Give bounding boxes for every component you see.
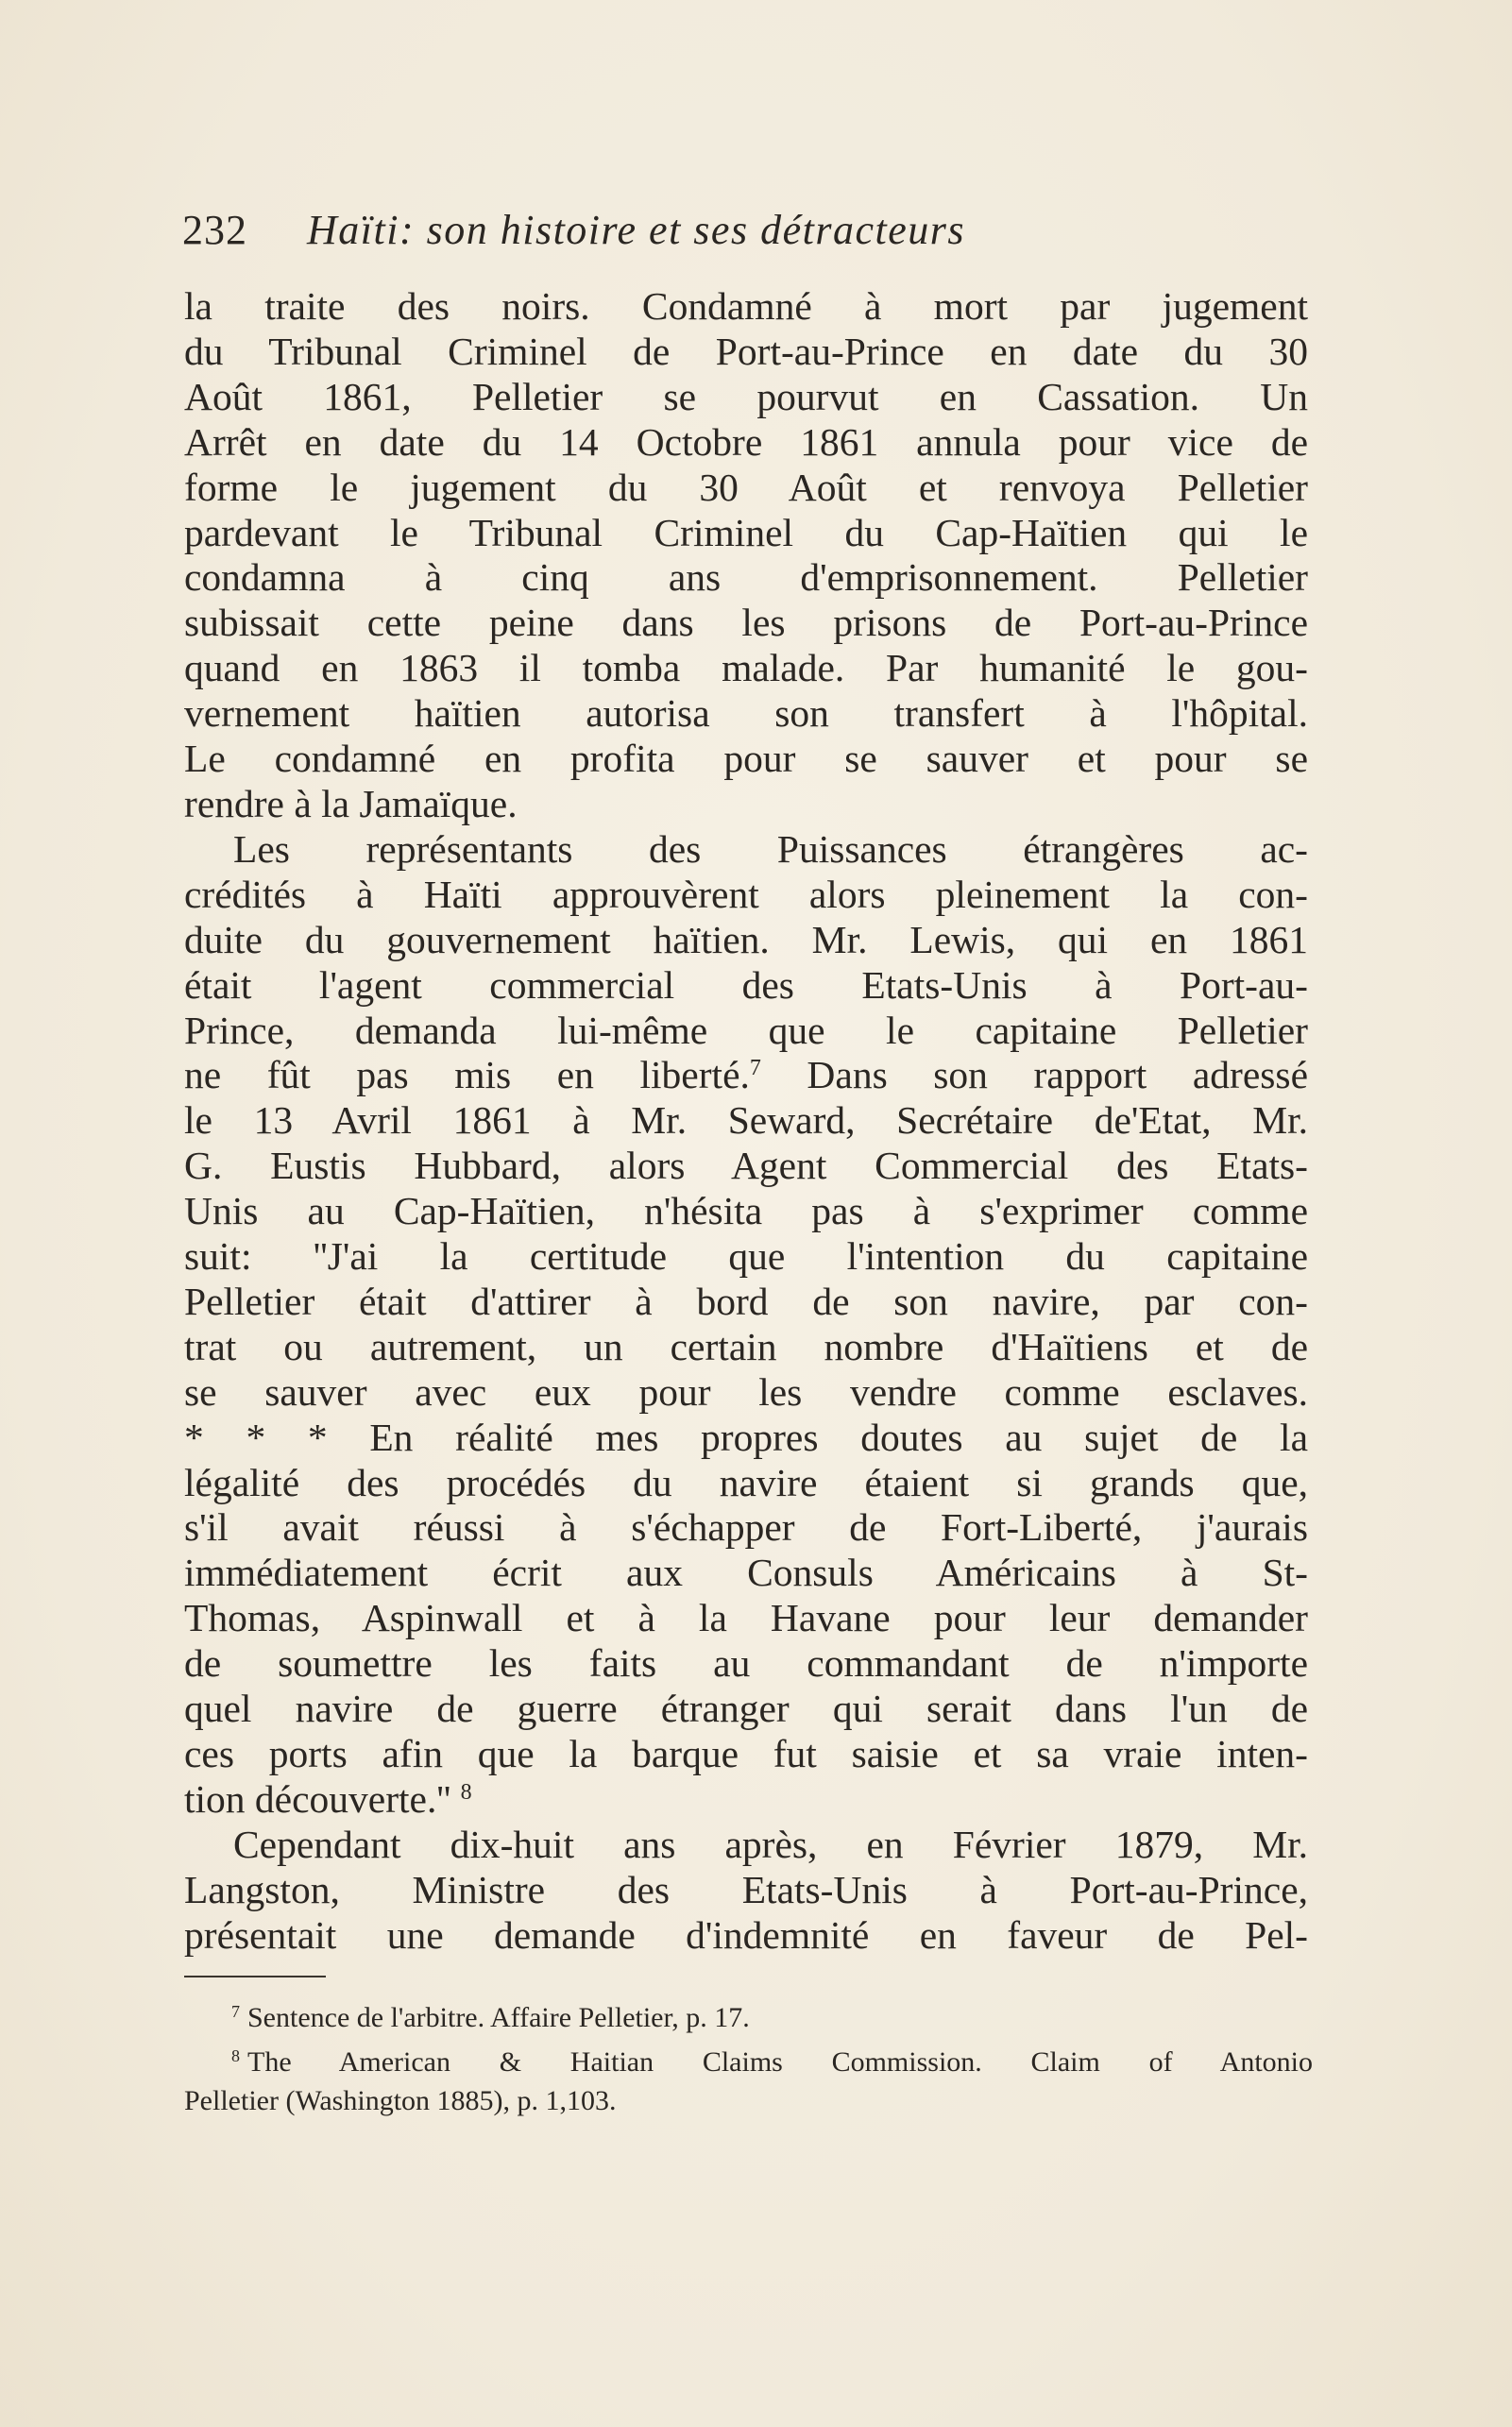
text-line: Pelletier était d'attirer à bord de son navire, par con- — [184, 1279, 1308, 1323]
paragraph-1 — [184, 284, 1308, 827]
text-line: Cependant dix-huit ans après, en Février 1879, Mr. — [233, 1822, 1308, 1866]
text-line: Unis au Cap-Haïtien, n'hésita pas à s'exprimer comme — [184, 1189, 1308, 1233]
text-line: condamna à cinq ans d'emprisonnement. Pelletier — [184, 555, 1308, 600]
text-line: Arrêt en date du 14 Octobre 1861 annula pour vice de — [184, 419, 1308, 464]
page-number: 232 — [182, 207, 247, 253]
text-line: légalité des procédés du navire étaient si grands que, — [184, 1460, 1308, 1504]
text-line-with-note-8 — [184, 1777, 1308, 1823]
footnote-7 — [184, 1993, 1313, 2037]
footnote-line: Pelletier (Washington 1885), p. 1,103. — [184, 2085, 617, 2116]
text-line: Langston, Ministre des Etats-Unis à Port-au-Prince, — [184, 1867, 1308, 1911]
text-line: crédités à Haïti approuvèrent alors pleinement la con- — [184, 872, 1308, 916]
text-line: du Tribunal Criminel de Port-au-Prince en date du 30 — [184, 329, 1308, 373]
footnote-ref-8[interactable]: 8 — [460, 1779, 472, 1805]
line-text: ne fût pas mis en liberté. — [184, 1053, 750, 1097]
text-line: Prince, demanda lui-même que le capitaine Pelletier — [184, 1008, 1308, 1052]
page-header — [182, 202, 1316, 259]
text-line: Le condamné en profita pour se sauver et pour se — [184, 737, 1308, 781]
text-line: suit: ''J'ai la certitude que l'intention du capitaine — [184, 1234, 1308, 1279]
footnote-text: Sentence de l'arbitre. Affaire Pelletier, p. 17. — [247, 2002, 750, 2033]
text-line: s'il avait réussi à s'échapper de Fort-Liberté, j'aurais — [184, 1505, 1308, 1550]
paragraph-2 — [184, 827, 1308, 1823]
text-line: la traite des noirs. Condamné à mort par jugement — [184, 284, 1308, 328]
text-line: Thomas, Aspinwall et à la Havane pour leur demander — [184, 1596, 1308, 1640]
text-line-with-note-7 — [184, 1053, 1308, 1098]
text-line: pardevant le Tribunal Criminel du Cap-Haïtien qui le — [184, 510, 1308, 554]
line-text-continued: Dans son rapport adressé — [760, 1053, 1308, 1097]
line-text: tion découverte.'' — [184, 1776, 451, 1821]
footnote-marker: 7 — [231, 2002, 240, 2021]
footnote-marker: 8 — [231, 2046, 240, 2065]
footnote-divider — [184, 1976, 326, 1977]
footnote-line — [184, 2037, 1313, 2081]
footnote-ref-7[interactable]: 7 — [749, 1056, 761, 1081]
footnotes — [184, 1993, 1313, 2120]
text-line: Les représentants des Puissances étrangères ac- — [233, 826, 1308, 871]
text-line: duite du gouvernement haïtien. Mr. Lewis, qui en 1861 — [184, 917, 1308, 961]
text-line: rendre à la Jamaïque. — [184, 781, 518, 825]
text-line: était l'agent commercial des Etats-Unis à Port-au- — [184, 962, 1308, 1007]
footnote-text: The American & Haitian Claims Commission. Claim of Antonio — [247, 2046, 1313, 2078]
text-line: de soumettre les faits au commandant de n'importe — [184, 1641, 1308, 1686]
text-line: ces ports afin que la barque fut saisie et sa vraie inten- — [184, 1732, 1308, 1775]
text-line: se sauver avec eux pour les vendre comme esclaves. — [184, 1369, 1308, 1414]
text-line: Août 1861, Pelletier se pourvut en Cassation. Un — [184, 374, 1308, 418]
text-line: quel navire de guerre étranger qui serait dans l'un de — [184, 1687, 1308, 1731]
running-title: Haïti: son histoire et ses détracteurs — [307, 207, 965, 253]
text-line: subissait cette peine dans les prisons de Port-au-Prince — [184, 601, 1308, 645]
footnote-line — [184, 1993, 1313, 2037]
footnote-8 — [184, 2037, 1313, 2120]
text-line: trat ou autrement, un certain nombre d'Haïtiens et de — [184, 1324, 1308, 1368]
text-line: quand en 1863 il tomba malade. Par humanité le gou- — [184, 646, 1308, 690]
body-text — [184, 284, 1308, 1959]
text-line: le 13 Avril 1861 à Mr. Seward, Secrétaire de'Etat, Mr. — [184, 1098, 1308, 1143]
text-line: G. Eustis Hubbard, alors Agent Commercial des Etats- — [184, 1144, 1308, 1188]
text-line: forme le jugement du 30 Août et renvoya Pelletier — [184, 465, 1308, 509]
text-line: présentait une demande d'indemnité en faveur de Pel- — [184, 1912, 1308, 1957]
text-line: * * * En réalité mes propres doutes au sujet de la — [184, 1415, 1308, 1459]
text-line: immédiatement écrit aux Consuls Américains à St- — [184, 1551, 1308, 1595]
paragraph-3 — [184, 1823, 1308, 1959]
text-line: vernement haïtien autorisa son transfert à l'hôpital. — [184, 691, 1308, 736]
